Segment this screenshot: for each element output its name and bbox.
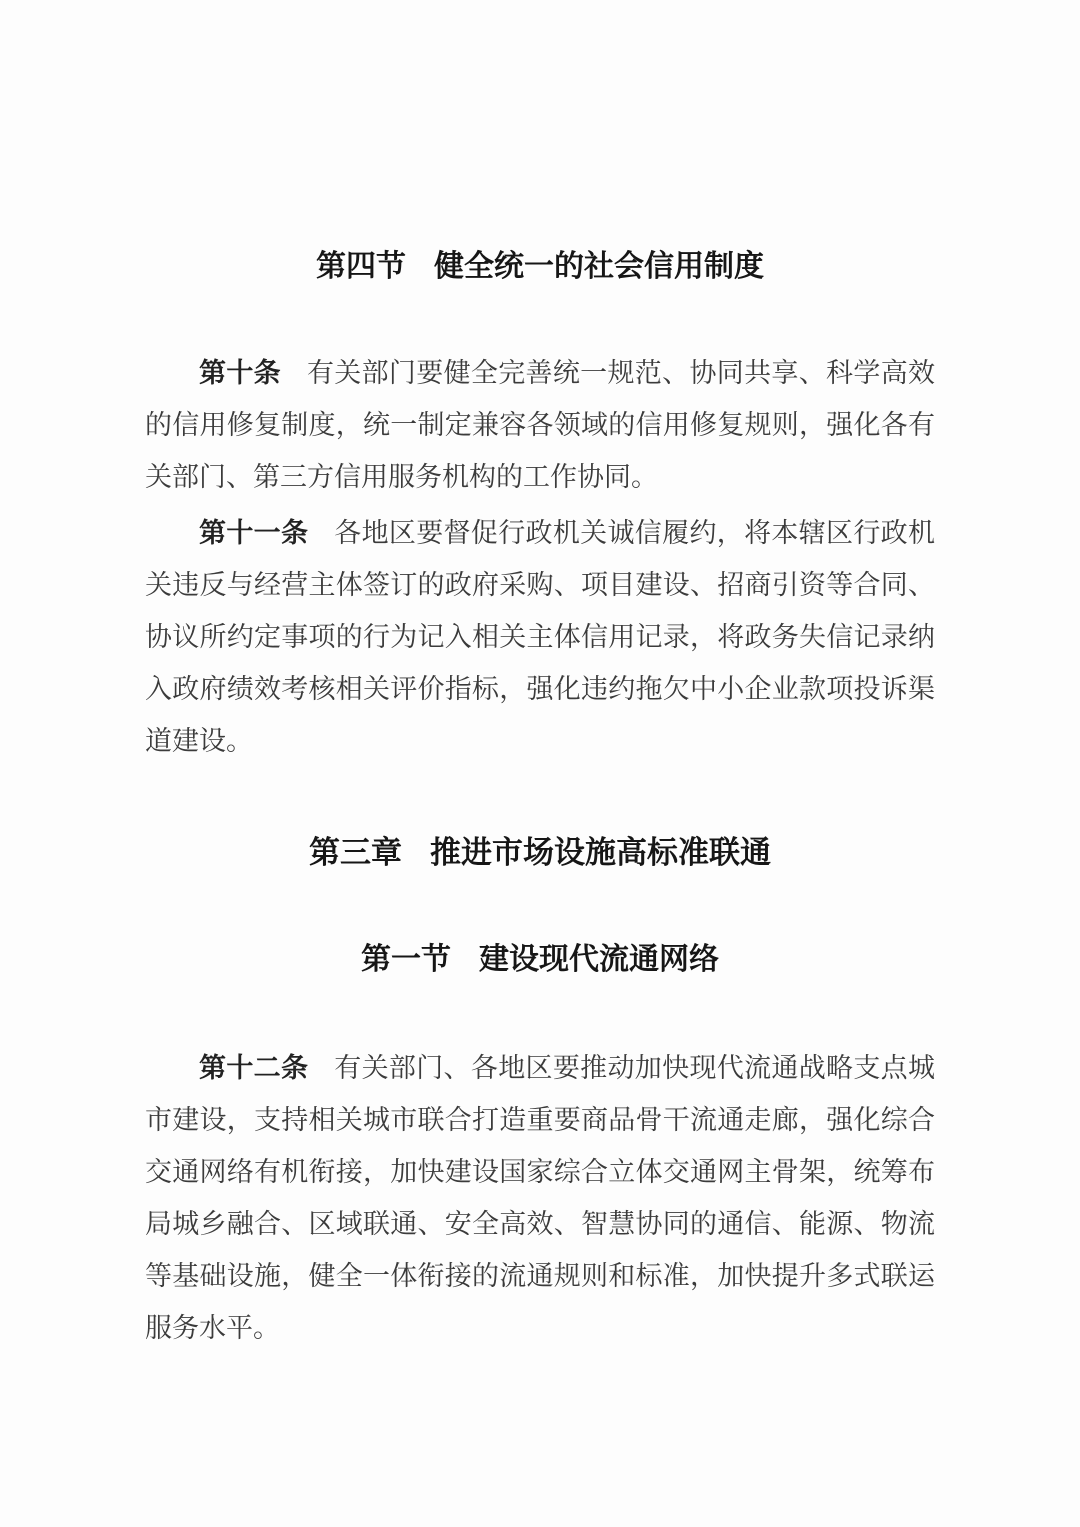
article-11-line-3: 协议所约定事项的行为记入相关主体信用记录，将政务失信记录纳 [145,622,935,652]
section-1-title: 建设现代流通网络 [479,943,719,976]
article-12-line-1 [145,1042,935,1094]
article-12-line-6: 服务水平。 [145,1313,280,1343]
article-11-line-2: 关违反与经营主体签订的政府采购、项目建设、招商引资等合同、 [145,570,935,600]
article-10-line-3: 关部门、第三方信用服务机构的工作协同。 [145,462,658,492]
chapter-3-heading [145,827,935,879]
article-10-line-1 [145,347,935,399]
chapter-3-number: 第三章 [309,835,402,870]
section-4-number: 第四节 [316,250,406,283]
article-12-line-2: 市建设，支持相关城市联合打造重要商品骨干流通走廊，强化综合 [145,1105,935,1135]
article-12-line-3: 交通网络有机衔接，加快建设国家综合立体交通网主骨架，统筹布 [145,1157,935,1187]
article-10-line-2: 的信用修复制度，统一制定兼容各领域的信用修复规则，强化各有 [145,410,935,440]
article-12-line-4: 局城乡融合、区域联通、安全高效、智慧协同的通信、能源、物流 [145,1209,935,1239]
article-10-paragraph [145,347,935,503]
article-10-label: 第十条 [199,358,281,388]
article-11-label: 第十一条 [199,518,309,548]
article-11-paragraph [145,507,935,767]
article-11-line-1 [145,507,935,559]
article-12-paragraph [145,1042,935,1354]
section-1-heading [145,934,935,986]
article-12-line-1-text: 有关部门、各地区要推动加快现代流通战略支点城 [334,1053,935,1083]
section-1-number: 第一节 [361,943,451,976]
chapter-3-title: 推进市场设施高标准联通 [430,835,771,870]
article-11-line-4: 入政府绩效考核相关评价指标，强化违约拖欠中小企业款项投诉渠 [145,674,935,704]
section-4-heading [145,241,935,293]
document-content [145,0,935,1354]
article-12-label: 第十二条 [199,1053,309,1083]
article-11-line-1-text: 各地区要督促行政机关诚信履约，将本辖区行政机 [334,518,935,548]
article-10-line-1-text: 有关部门要健全完善统一规范、协同共享、科学高效 [306,358,935,388]
article-12-line-5: 等基础设施，健全一体衔接的流通规则和标准，加快提升多式联运 [145,1261,935,1291]
section-4-title: 健全统一的社会信用制度 [434,250,764,283]
article-11-line-5: 道建设。 [145,726,253,756]
